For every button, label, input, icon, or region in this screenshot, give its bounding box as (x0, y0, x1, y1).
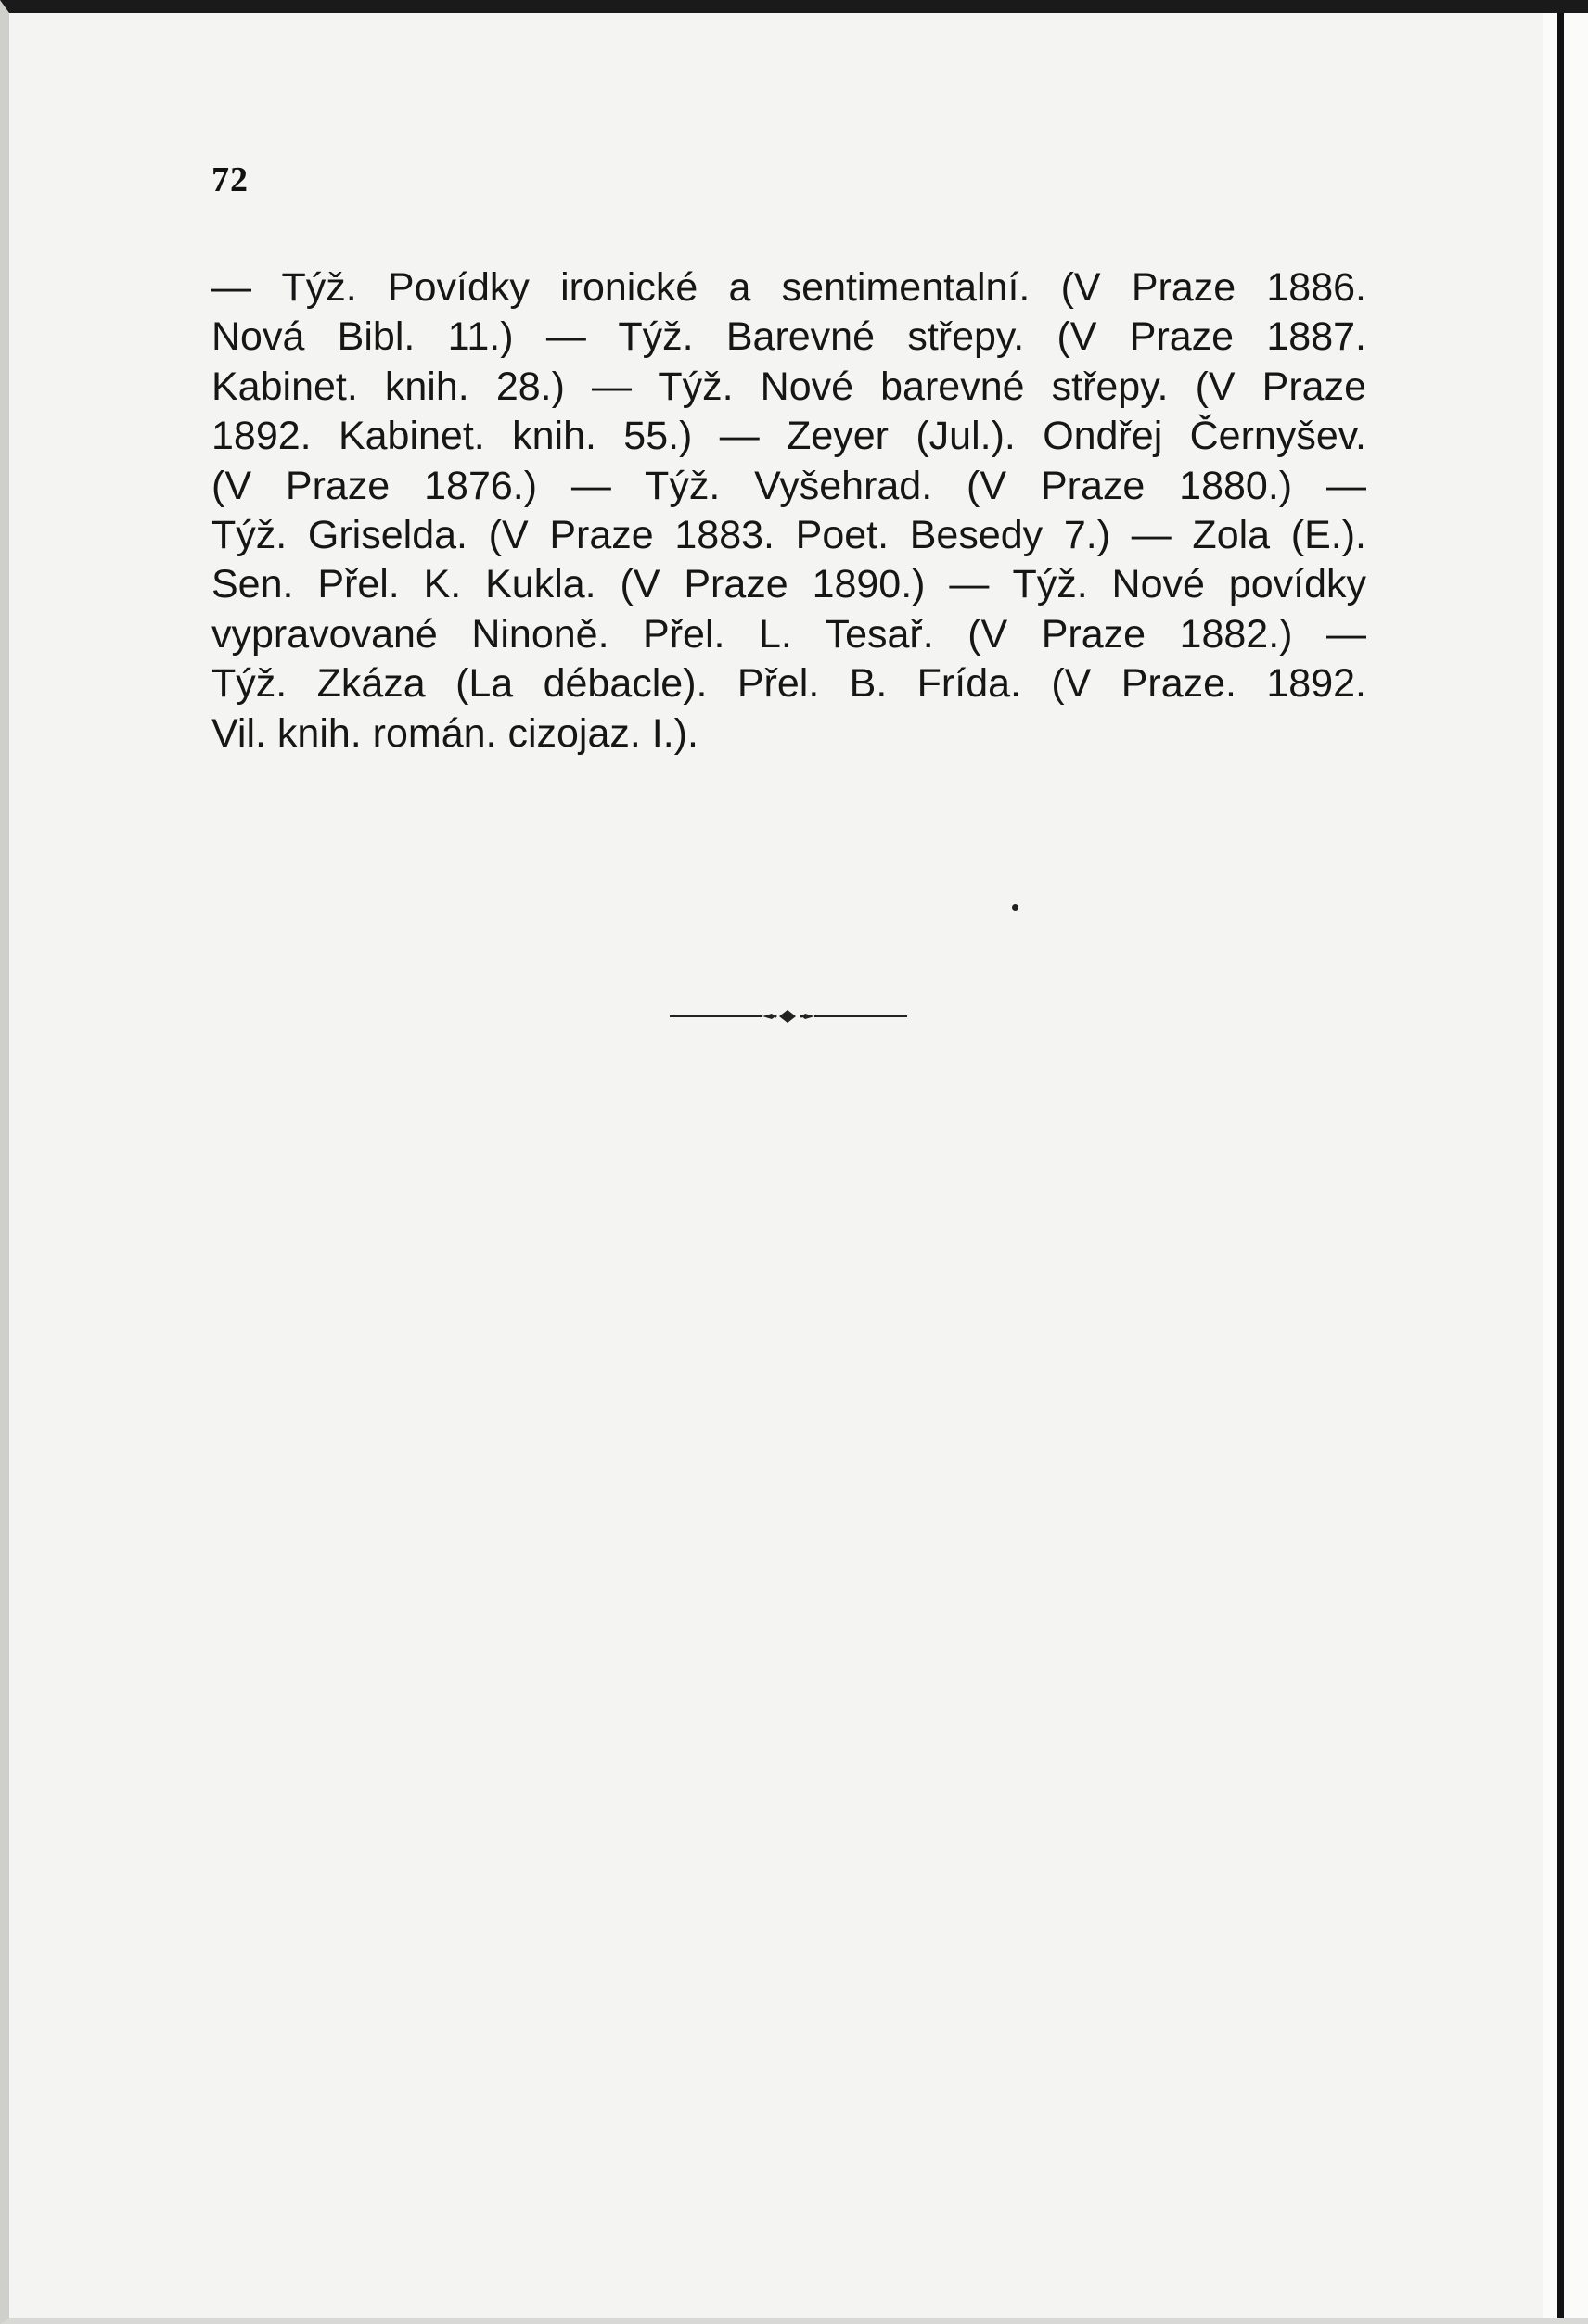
binding-edge (1557, 13, 1564, 2324)
text-line: — Týž. Povídky ironické a sentimentalní. (V Praze 1886. (211, 265, 1366, 310)
text-line: 1892. Kabinet. knih. 55.) — Zeyer (Jul.). Ondřej Černyšev. (211, 414, 1366, 459)
bibliography-paragraph (211, 263, 1366, 759)
page-number: 72 (211, 160, 249, 199)
section-divider-ornament (666, 1005, 911, 1028)
text-line: Vil. knih. román. cizojaz. I.). (211, 710, 698, 756)
text-line: Týž. Zkáza (La débacle). Přel. B. Frída. (V Praze. 1892. (211, 661, 1366, 707)
print-speck (1012, 904, 1018, 911)
text-line: (V Praze 1876.) — Týž. Vyšehrad. (V Praze 1880.) — (211, 463, 1366, 508)
text-line: Kabinet. knih. 28.) — Týž. Nové barevné střepy. (V Praze (211, 364, 1366, 409)
text-line: vypravované Ninoně. Přel. L. Tesař. (V Praze 1882.) — (211, 611, 1366, 657)
text-line: Týž. Griselda. (V Praze 1883. Poet. Besedy 7.) — Zola (E.). (211, 512, 1366, 557)
text-line: Sen. Přel. K. Kukla. (V Praze 1890.) — Týž. Nové povídky (211, 562, 1366, 607)
page-gutter (1543, 13, 1588, 2324)
text-line: Nová Bibl. 11.) — Týž. Barevné střepy. (V Praze 1887. (211, 314, 1366, 360)
